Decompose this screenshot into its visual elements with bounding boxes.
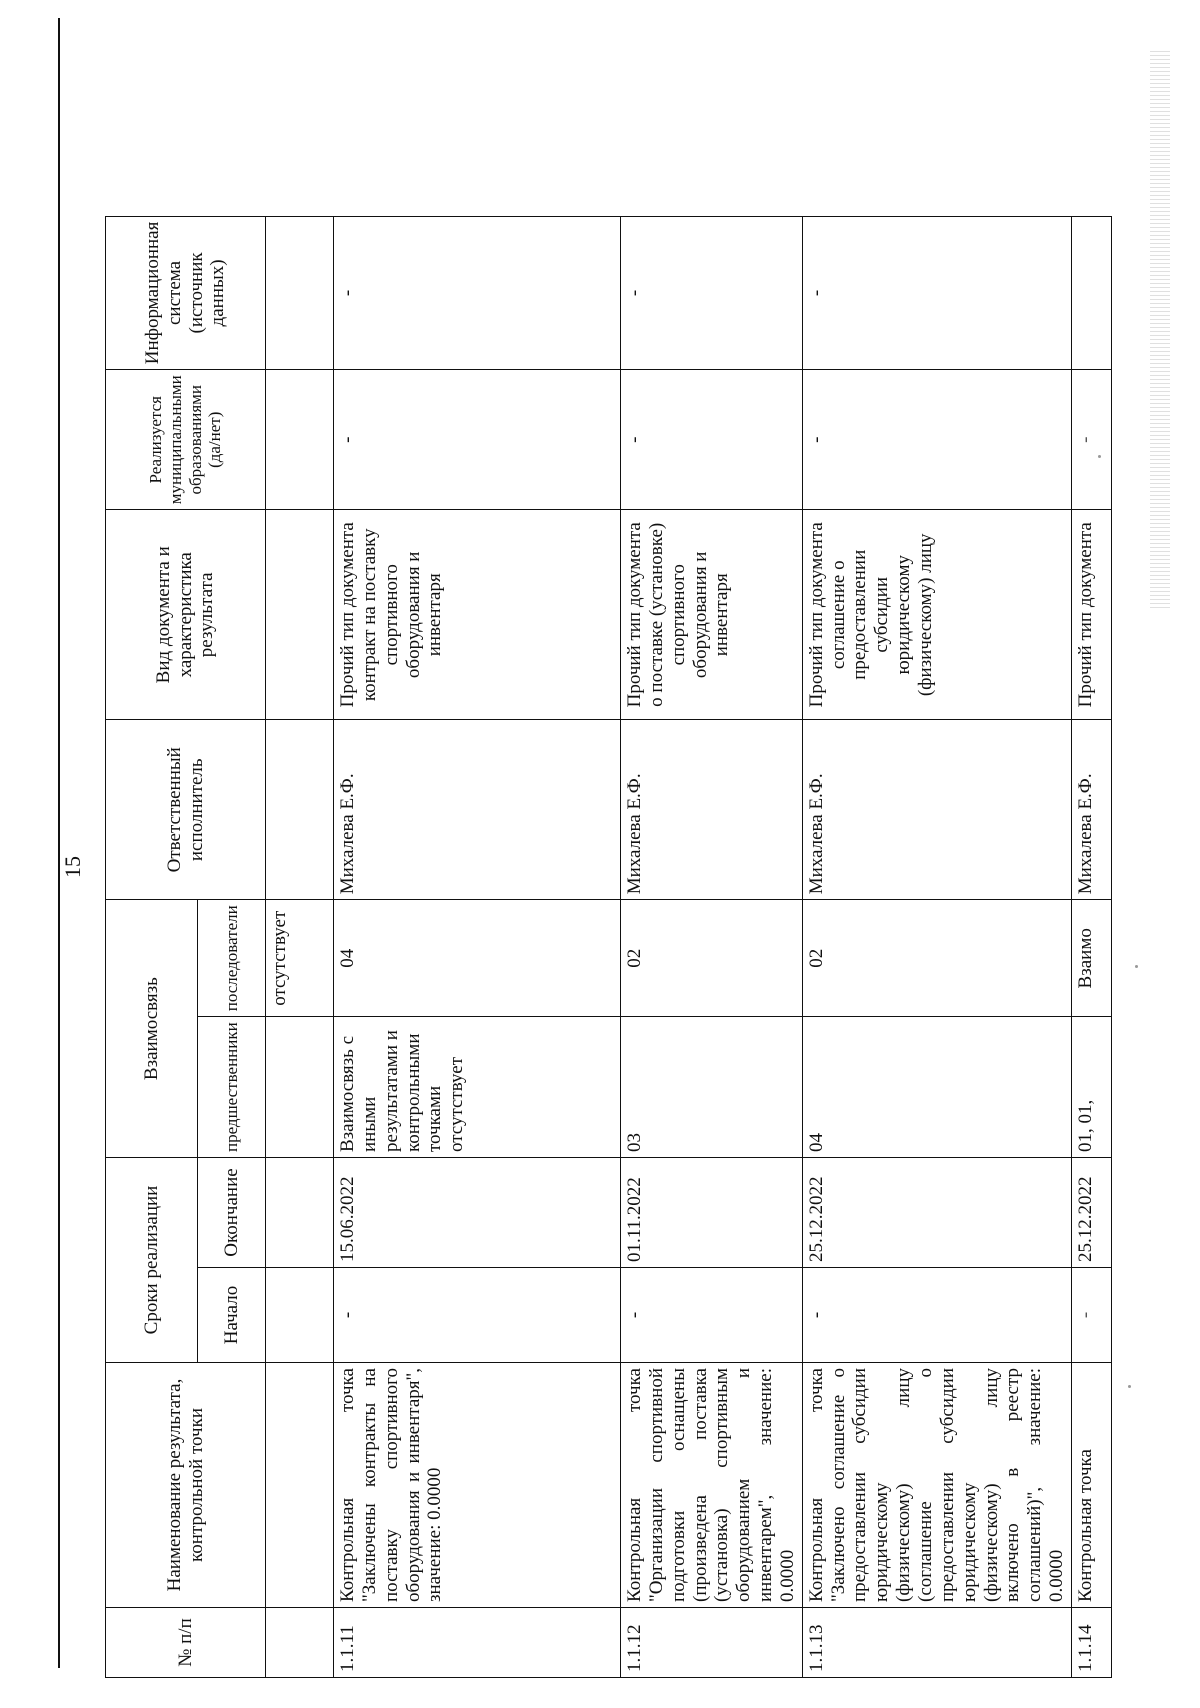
row-mun: - — [621, 370, 803, 510]
row-resp: Михалева Е.Ф. — [1071, 720, 1111, 900]
row-pred: Взаимосвязь с иными результатами и контрольными точками отсутствует — [334, 1017, 621, 1158]
row-start: - — [802, 1268, 1071, 1363]
row-name: Контрольная точка — [1071, 1363, 1111, 1608]
row-start: - — [621, 1268, 803, 1363]
table-row — [802, 216, 1071, 1677]
table-row — [334, 216, 621, 1677]
row-mun: - — [802, 370, 1071, 510]
blank-row — [266, 216, 334, 1677]
row-end: 01.11.2022 — [621, 1158, 803, 1268]
scan-speck — [1098, 455, 1101, 458]
row-doc: Прочий тип документа контракт на поставку спортивного оборудования и инвентаря — [334, 510, 621, 720]
row-start: - — [1071, 1268, 1111, 1363]
row-succ: Взаимо — [1071, 900, 1111, 1017]
header-terms: Сроки реализации — [106, 1158, 198, 1363]
row-mun: - — [334, 370, 621, 510]
row-end: 25.12.2022 — [1071, 1158, 1111, 1268]
row-info: - — [802, 216, 1071, 370]
row-doc: Прочий тип документа соглашение о предоставлении субсидии юридическому (физическому) лицу — [802, 510, 1071, 720]
header-doc: Вид документа и характеристика результата — [106, 510, 266, 720]
row-info: - — [621, 216, 803, 370]
header-link: Взаимосвязь — [106, 900, 198, 1158]
row-resp: Михалева Е.Ф. — [802, 720, 1071, 900]
scan-noise — [1150, 48, 1170, 608]
row-info: - — [334, 216, 621, 370]
row-end: 15.06.2022 — [334, 1158, 621, 1268]
header-num: № п/п — [106, 1608, 266, 1678]
row-succ: 02 — [621, 900, 803, 1017]
row-num: 1.1.11 — [334, 1608, 621, 1678]
row-pred: 01, 01, — [1071, 1017, 1111, 1158]
table-row — [1071, 216, 1111, 1677]
row-resp: Михалева Е.Ф. — [334, 720, 621, 900]
row-num: 1.1.13 — [802, 1608, 1071, 1678]
row-succ: 02 — [802, 900, 1071, 1017]
header-pred: предшественники — [198, 1017, 266, 1158]
header-info: Информационная система (источник данных) — [106, 216, 266, 370]
row-name: Контрольная точка "Заключены контракты на поставку спортивного оборудования и инвентаря", значение: 0.0000 — [334, 1363, 621, 1608]
row-mun: - — [1071, 370, 1111, 510]
plan-table — [105, 216, 1112, 1678]
row-name: Контрольная точка "Организации спортивной подготовки оснащены (произведена поставка (установка) спортивным оборудованием и инвентарем", значение: 0.0000 — [621, 1363, 803, 1608]
row-num: 1.1.12 — [621, 1608, 803, 1678]
row-start: - — [334, 1268, 621, 1363]
row-num: 1.1.14 — [1071, 1608, 1111, 1678]
header-start: Начало — [198, 1268, 266, 1363]
header-succ: последователи — [198, 900, 266, 1017]
scan-speck — [1135, 965, 1138, 968]
row-name: Контрольная точка "Заключено соглашение о предоставлении субсидии юридическому (физическому) лицу (соглашение о предоставлении субсидии юридическому (физическому) лицу включено в реестр соглашений)", значение: 0.0000 — [802, 1363, 1071, 1608]
row-succ: 04 — [334, 900, 621, 1017]
header-name: Наименование результата, контрольной точки — [106, 1363, 266, 1608]
top-rule — [58, 18, 60, 1668]
row-pred: 04 — [802, 1017, 1071, 1158]
row-info — [1071, 216, 1111, 370]
table-row — [621, 216, 803, 1677]
row-doc: Прочий тип документа о поставке (установке) спортивного оборудования и инвентаря — [621, 510, 803, 720]
row-end: 25.12.2022 — [802, 1158, 1071, 1268]
scan-speck — [1128, 1385, 1131, 1388]
row-resp: Михалева Е.Ф. — [621, 720, 803, 900]
page-number: 15 — [60, 856, 85, 878]
header-resp: Ответственный исполнитель — [106, 720, 266, 900]
header-end: Окончание — [198, 1158, 266, 1268]
row-pred: 03 — [621, 1017, 803, 1158]
blank-succ: отсутствует — [266, 900, 334, 1017]
header-mun: Реализуется муниципальными образованиями (да/нет) — [106, 370, 266, 510]
row-doc: Прочий тип документа — [1071, 510, 1111, 720]
